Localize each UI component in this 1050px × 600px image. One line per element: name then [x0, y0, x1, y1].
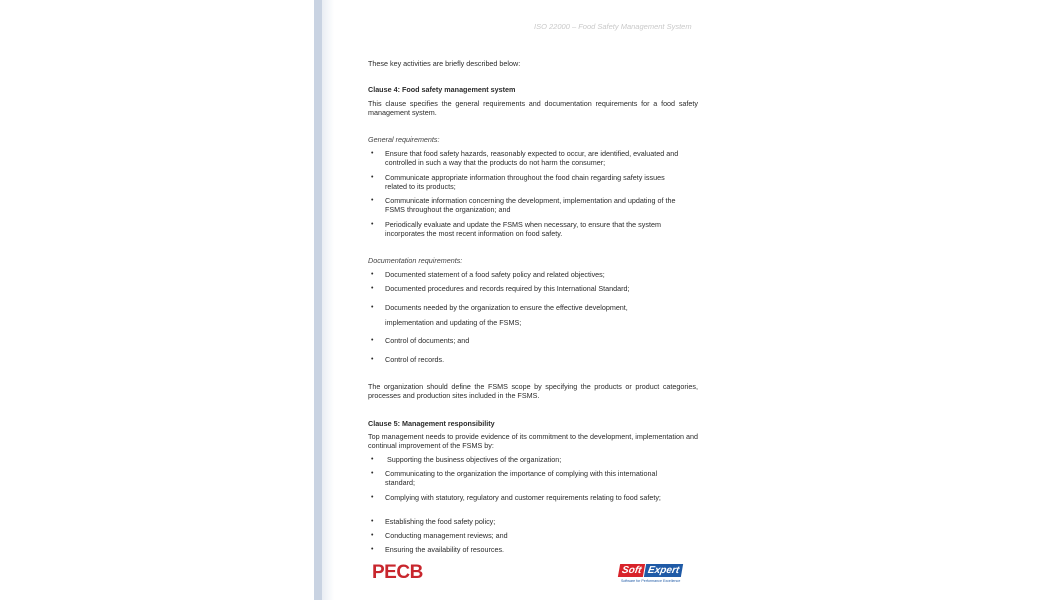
list-item: • Complying with statutory, regulatory and customer requirements relating to food safety; — [371, 493, 661, 502]
list-item: • Supporting the business objectives of the organization; — [371, 455, 562, 464]
general-requirements-heading: General requirements: — [368, 135, 440, 144]
page-header: ISO 22000 – Food Safety Management System — [534, 22, 692, 31]
pecb-logo: PECB — [372, 562, 423, 583]
softexpert-logo: Soft Expert Software for Performance Excellence — [619, 564, 699, 590]
list-item-continuation: implementation and updating of the FSMS; — [385, 318, 522, 327]
list-item: • Ensure that food safety hazards, reasonably expected to occur, are identified, evaluated and controlled in such a way that the products do not harm the consumer; — [371, 149, 679, 167]
document-page — [334, 0, 734, 600]
list-item: • Communicate information concerning the development, implementation and updating of the FSMS throughout the organization; and — [371, 196, 676, 214]
list-item: • Communicate appropriate information throughout the food chain regarding safety issues related to its products; — [371, 173, 665, 191]
list-item: • Control of records. — [371, 355, 445, 364]
list-item: • Control of documents; and — [371, 336, 470, 345]
list-item: • Documented statement of a food safety policy and related objectives; — [371, 270, 605, 279]
intro-text: These key activities are briefly described below: — [368, 59, 521, 68]
list-item: • Communicating to the organization the importance of complying with this international standard; — [371, 469, 658, 487]
list-item: • Conducting management reviews; and — [371, 531, 508, 540]
list-item: • Establishing the food safety policy; — [371, 517, 496, 526]
page-shadow — [322, 0, 334, 600]
left-gutter — [314, 0, 322, 600]
clause4-description: This clause specifies the general requirements and documentation requirements for a food safety management system. — [368, 99, 698, 117]
documentation-requirements-heading: Documentation requirements: — [368, 256, 463, 265]
list-item: • Ensuring the availability of resources. — [371, 545, 505, 554]
clause4-title: Clause 4: Food safety management system — [368, 85, 516, 94]
scope-paragraph: The organization should define the FSMS scope by specifying the products or product categories, processes and production sites included in the FSMS. — [368, 382, 698, 400]
clause5-title: Clause 5: Management responsibility — [368, 419, 495, 428]
clause5-description: Top management needs to provide evidence of its commitment to the development, implementation and continual improvement of the FSMS by: — [368, 432, 698, 450]
list-item: • Documents needed by the organization to ensure the effective development, — [371, 303, 628, 312]
list-item: • Documented procedures and records required by this International Standard; — [371, 284, 630, 293]
list-item: • Periodically evaluate and update the FSMS when necessary, to ensure that the system incorporates the most recent information on food safety. — [371, 220, 661, 238]
